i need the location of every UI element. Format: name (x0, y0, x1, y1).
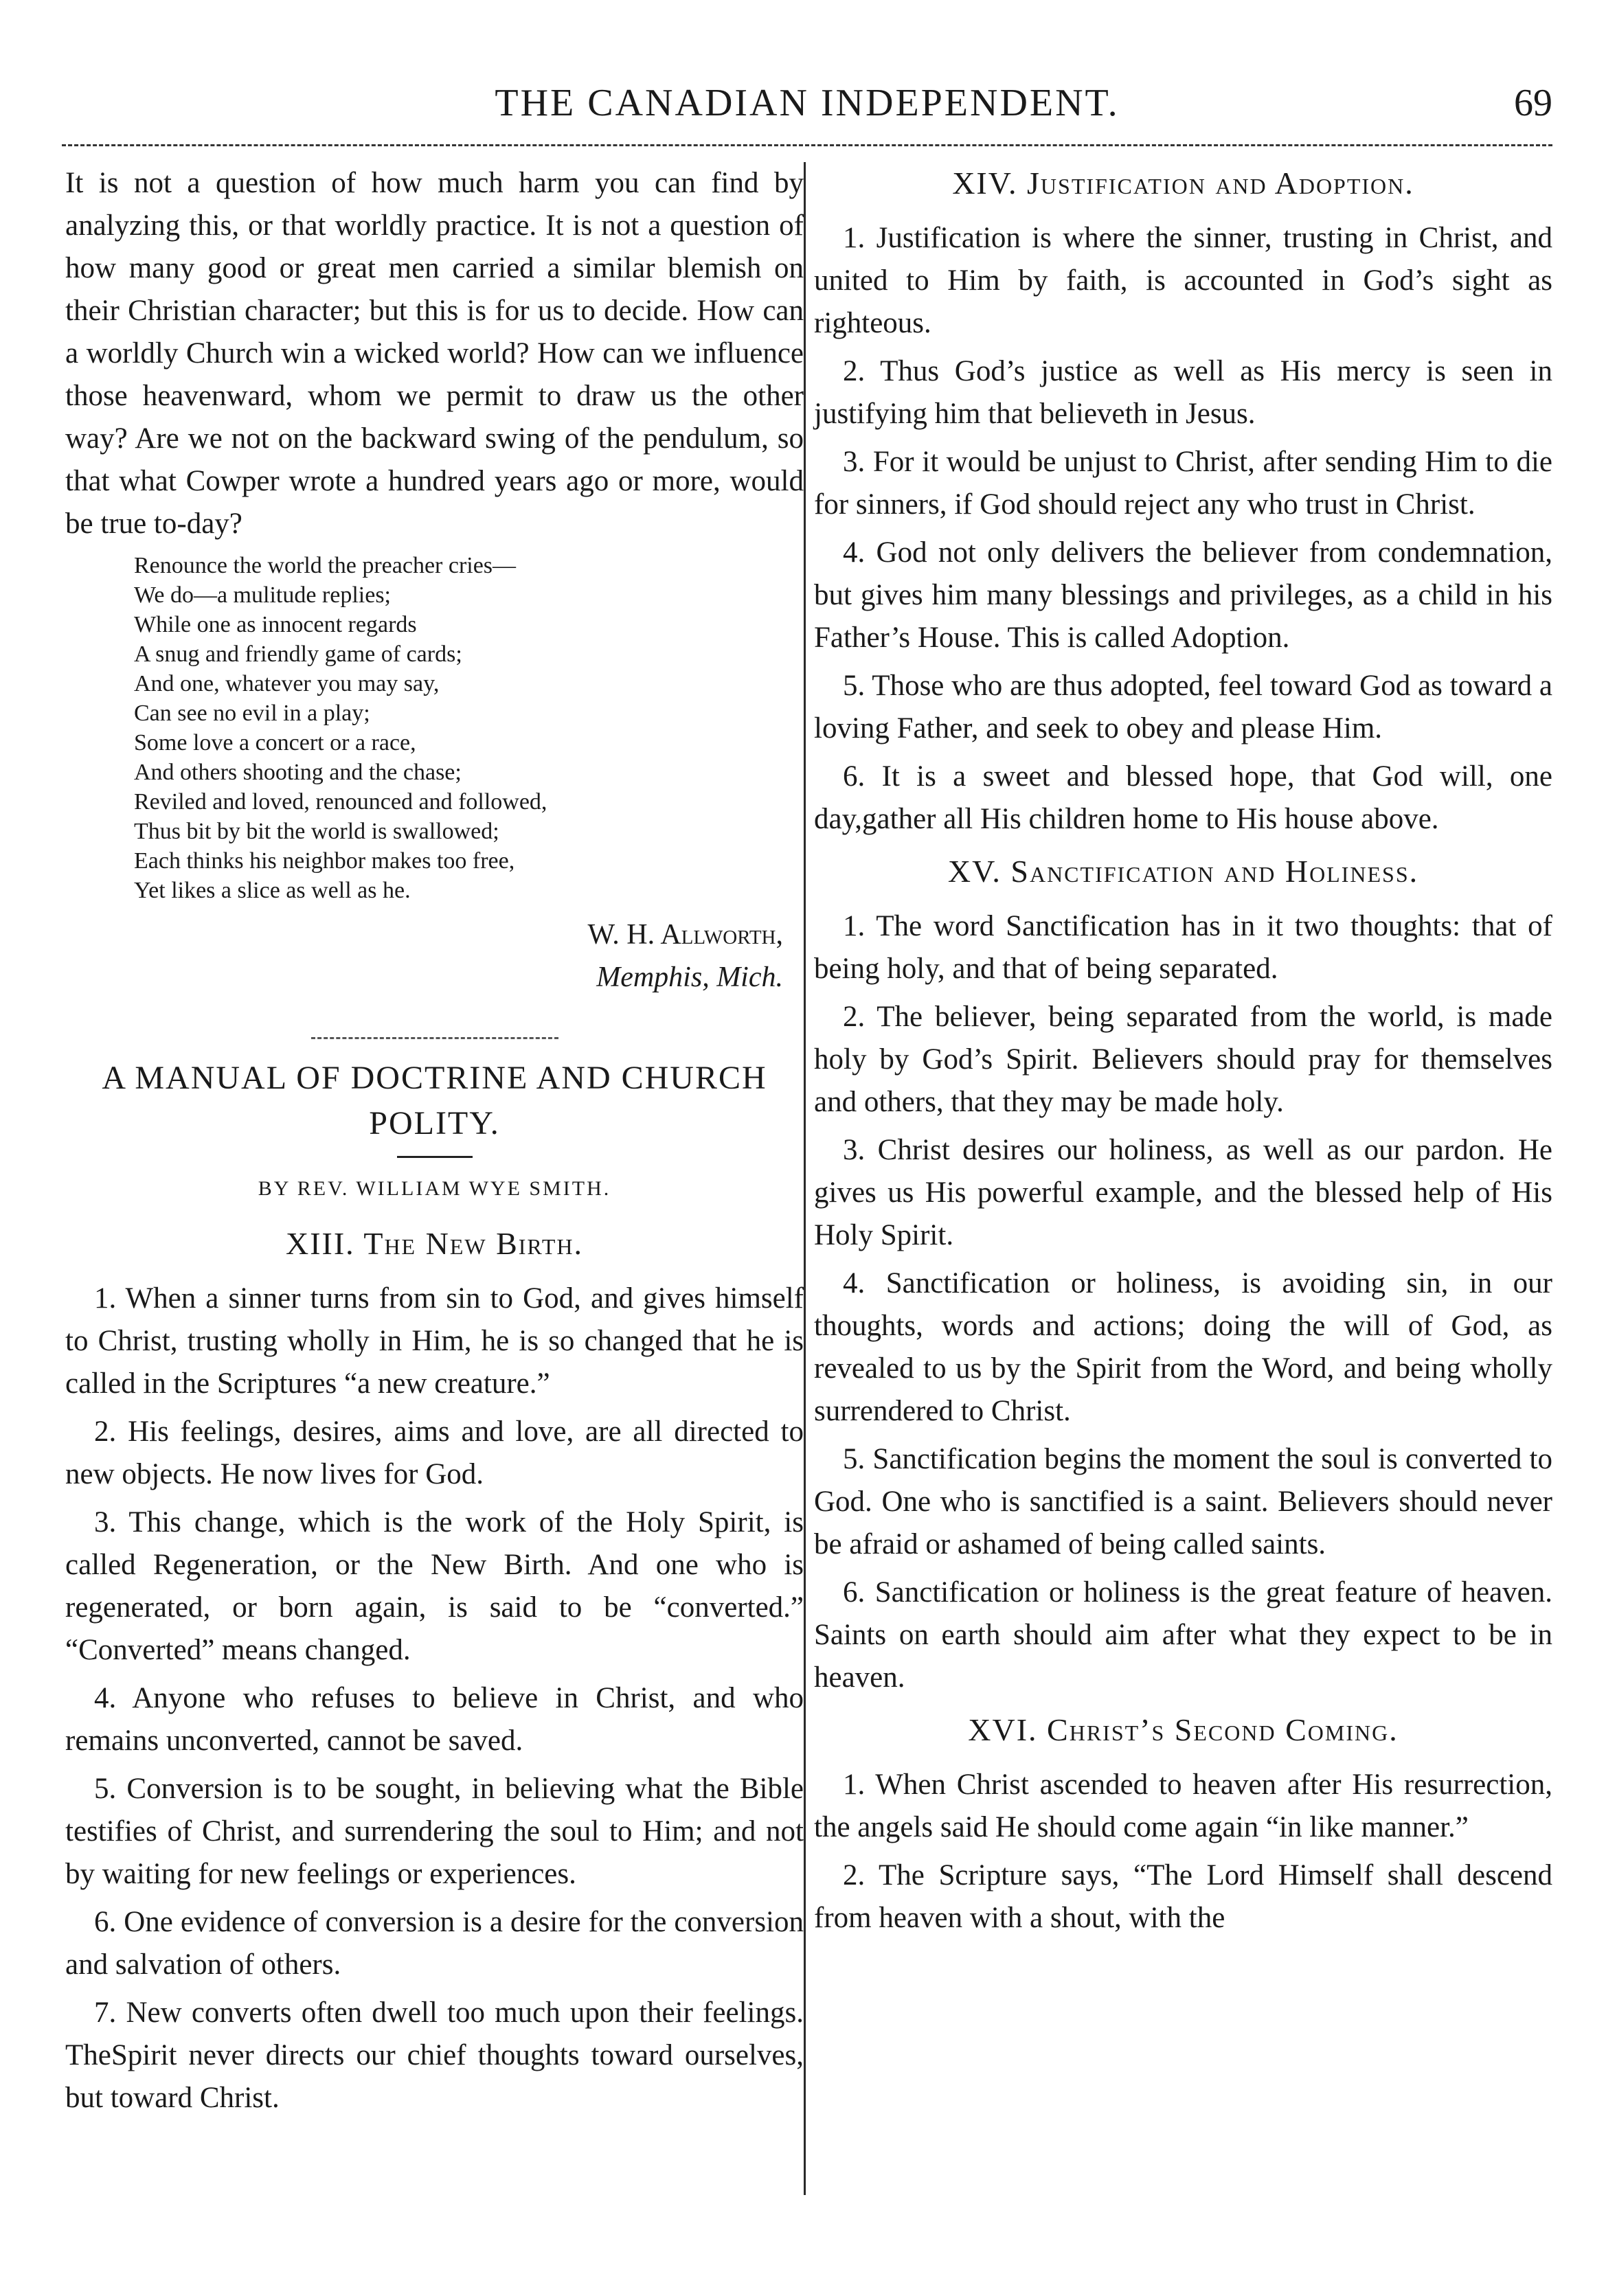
page-number: 69 (1514, 82, 1552, 124)
section-13-heading: XIII. The New Birth. (286, 1226, 583, 1261)
section-13-item: 1. When a sinner turns from sin to God, and gives himself to Christ, trusting wholly in Him, he is so changed that he is called in the Scriptures “a new creature.” (65, 1282, 804, 1400)
section-16-heading: XVI. Christ’s Second Coming. (968, 1712, 1399, 1747)
poem-line: And others shooting and the chase; (134, 760, 462, 785)
section-13-item: 6. One evidence of conversion is a desire for the conversion and salvation of others. (65, 1906, 804, 1981)
poem-line: Thus bit by bit the world is swallowed; (134, 819, 499, 844)
article-title: A MANUAL OF DOCTRINE AND CHURCH POLITY. (102, 1060, 767, 1141)
section-14-item: 5. Those who are thus adopted, feel toward God as toward a loving Father, and seek to obey and please Him. (814, 670, 1552, 745)
right-column (814, 162, 1552, 1945)
section-15-heading: XV. Sanctification and Holiness. (947, 854, 1419, 889)
left-column (65, 162, 804, 2125)
section-15-item: 6. Sanctification or holiness is the great feature of heaven. Saints on earth should aim after what they expect to be in heaven. (814, 1576, 1552, 1694)
section-14-item: 1. Justification is where the sinner, trusting in Christ, and united to Him by faith, is accounted in God’s sight as righteous. (814, 222, 1552, 339)
page-header (62, 81, 1552, 150)
section-14-heading: XIV. Justification and Adoption. (952, 166, 1414, 201)
journal-title: THE CANADIAN INDEPENDENT. (495, 82, 1120, 124)
intro-paragraph: It is not a question of how much harm you can find by analyzing this, or that worldly practice. It is not a question of how many good or great men carried a similar blemish on their Christian character; but this is for us to decide. How can a worldly Church win a wicked world? How can we influence those heavenward, whom we permit to draw us the other way? Are we not on the backward swing of the pendulum, so that what Cowper wrote a hundred years ago or more, would be true to-day? (65, 167, 804, 540)
poem-line: A snug and friendly game of cards; (134, 641, 462, 667)
signature-name: W. H. Allworth, (587, 919, 783, 951)
section-14-item: 3. For it would be unjust to Christ, after sending Him to die for sinners, if God should reject any who trust in Christ. (814, 446, 1552, 521)
header-rule (62, 144, 1552, 146)
section-16-item: 2. The Scripture says, “The Lord Himself shall descend from heaven with a shout, with the (814, 1859, 1552, 1934)
poem-line: And one, whatever you may say, (134, 671, 440, 696)
section-divider (311, 1037, 558, 1039)
section-13-item: 2. His feelings, desires, aims and love, are all directed to new objects. He now lives for God. (65, 1416, 804, 1490)
section-13-item: 3. This change, which is the work of the Holy Spirit, is called Regeneration, or the New Birth. And one who is regenerated, or born again, is said to be “converted.” “Converted” means changed. (65, 1506, 804, 1666)
section-13-item: 7. New converts often dwell too much upon their feelings. TheSpirit never directs our chief thoughts toward ourselves, but toward Christ. (65, 1997, 804, 2114)
poem-line: Yet likes a slice as well as he. (134, 878, 411, 903)
poem-line: Can see no evil in a play; (134, 701, 370, 726)
title-rule (397, 1156, 473, 1158)
article-byline: BY REV. WILLIAM WYE SMITH. (258, 1177, 611, 1200)
poem-line: Each thinks his neighbor makes too free, (134, 848, 515, 874)
poem-line: Renounce the world the preacher cries— (134, 553, 517, 578)
poem-line: Reviled and loved, renounced and followed, (134, 789, 547, 815)
section-14-item: 6. It is a sweet and blessed hope, that God will, one day,gather all His children home to His house above. (814, 760, 1552, 835)
column-divider (804, 162, 806, 2195)
section-15-item: 5. Sanctification begins the moment the soul is converted to God. One who is sanctified is a saint. Believers should never be afraid or ashamed of being called saints. (814, 1443, 1552, 1560)
signature-place: Memphis, Mich. (596, 962, 783, 993)
section-15-item: 4. Sanctification or holiness, is avoiding sin, in our thoughts, words and actions; doing the will of God, as revealed to us by the Spirit from the Word, and being wholly surrendered to Christ. (814, 1267, 1552, 1427)
poem-line: We do—a mulitude replies; (134, 582, 391, 608)
section-15-item: 3. Christ desires our holiness, as well as our pardon. He gives us His powerful example, and the blessed help of His Holy Spirit. (814, 1134, 1552, 1251)
section-13-item: 4. Anyone who refuses to believe in Christ, and who remains unconverted, cannot be saved. (65, 1682, 804, 1757)
poem-line: While one as innocent regards (134, 612, 417, 637)
section-16-item: 1. When Christ ascended to heaven after His resurrection, the angels said He should come again “in like manner.” (814, 1769, 1552, 1843)
section-14-item: 2. Thus God’s justice as well as His mercy is seen in justifying him that believeth in Jesus. (814, 355, 1552, 430)
signature (65, 913, 804, 999)
poem (134, 551, 804, 905)
section-15-item: 2. The believer, being separated from the world, is made holy by God’s Spirit. Believers should pray for themselves and others, that they may be made holy. (814, 1001, 1552, 1118)
section-13-item: 5. Conversion is to be sought, in believing what the Bible testifies of Christ, and surrendering the soul to Him; and not by waiting for new feelings or experiences. (65, 1773, 804, 1890)
section-15-item: 1. The word Sanctification has in it two thoughts: that of being holy, and that of being separated. (814, 910, 1552, 985)
poem-line: Some love a concert or a race, (134, 730, 416, 755)
section-14-item: 4. God not only delivers the believer from condemnation, but gives him many blessings and privileges, as a child in his Father’s House. This is called Adoption. (814, 536, 1552, 654)
